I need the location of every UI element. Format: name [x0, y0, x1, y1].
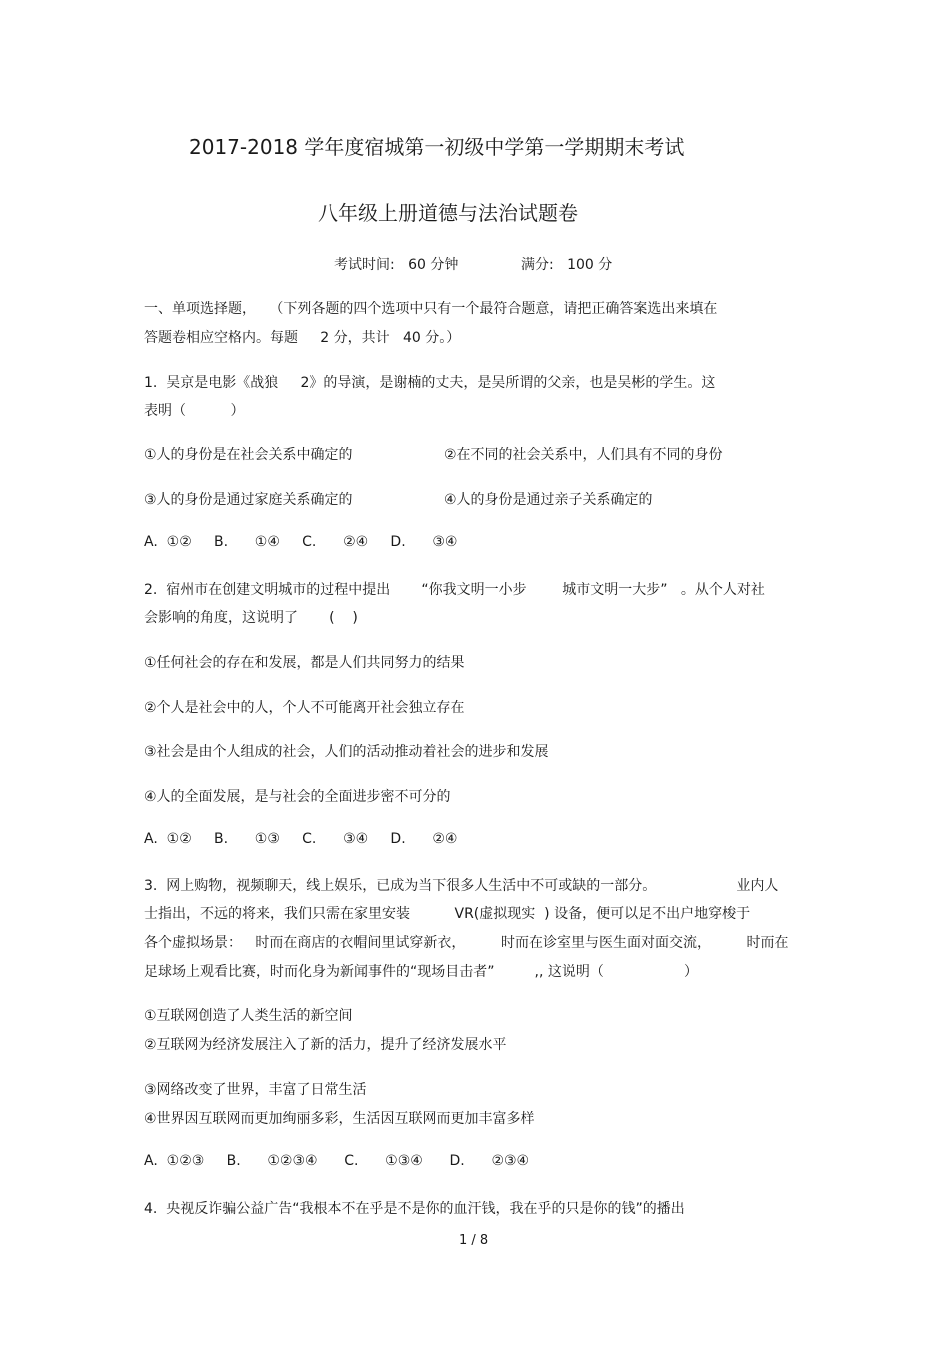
statement-option: ①人的身份是在社会关系中确定的 [144, 447, 353, 463]
statement-option: ②个人是社会中的人，个人不可能离开社会独立存在 [144, 700, 465, 716]
question-stem: 表明（ ） [144, 403, 245, 419]
question-stem: 4. 央视反诈骗公益广告“我根本不在乎是不是你的血汗钱，我在乎的只是你的钱”的播出 [144, 1201, 685, 1217]
answer-choices: A. ①②③ B. ①②③④ C. ①③④ D. ②③④ [144, 1153, 530, 1169]
section-instructions: 一、单项选择题， （下列各题的四个选项中只有一个最符合题意，请把正确答案选出来填在 [144, 301, 718, 317]
exam-time: 考试时间: 60 分钟 [334, 257, 459, 273]
full-score: 满分: 100 分 [521, 257, 613, 273]
question-stem: 1. 吴京是电影《战狼 2》的导演，是谢楠的丈夫，是吴所谓的父亲，也是吴彬的学生。这 [144, 375, 716, 391]
question-stem: 足球场上观看比赛，时而化身为新闻事件的“现场目击者” ,, 这说明（ ） [144, 964, 699, 980]
statement-option: ③网络改变了世界，丰富了日常生活 [144, 1082, 367, 1098]
exam-title: 2017-2018 学年度宿城第一初级中学第一学期期末考试 [189, 135, 685, 159]
question-stem: 3. 网上购物，视频聊天，线上娱乐，已成为当下很多人生活中不可或缺的一部分。 业内人 [144, 878, 779, 894]
answer-choices: A. ①② B. ①③ C. ③④ D. ②④ [144, 831, 458, 847]
statement-option: ④人的身份是通过亲子关系确定的 [444, 492, 653, 508]
statement-option: ④人的全面发展，是与社会的全面进步密不可分的 [144, 789, 451, 805]
page-number: 1 / 8 [459, 1233, 489, 1248]
statement-option: ②互联网为经济发展注入了新的活力，提升了经济发展水平 [144, 1037, 507, 1053]
statement-option: ③人的身份是通过家庭关系确定的 [144, 492, 353, 508]
statement-option: ④世界因互联网而更加绚丽多彩，生活因互联网而更加丰富多样 [144, 1111, 535, 1127]
question-stem: 2. 宿州市在创建文明城市的过程中提出 “你我文明一小步 城市文明一大步” 。从个人对社 [144, 582, 765, 598]
section-instructions: 答题卷相应空格内。每题 2 分，共计 40 分。） [144, 330, 461, 346]
question-stem: 士指出，不远的将来，我们只需在家里安装 VR(虚拟现实 ) 设备，便可以足不出户地穿梭于 [144, 906, 751, 922]
statement-option: ①互联网创造了人类生活的新空间 [144, 1008, 353, 1024]
answer-choices: A. ①② B. ①④ C. ②④ D. ③④ [144, 534, 458, 550]
question-stem: 会影响的角度，这说明了 ( ) [144, 610, 358, 626]
statement-option: ③社会是由个人组成的社会，人们的活动推动着社会的进步和发展 [144, 744, 549, 760]
statement-option: ①任何社会的存在和发展，都是人们共同努力的结果 [144, 655, 465, 671]
statement-option: ②在不同的社会关系中，人们具有不同的身份 [444, 447, 723, 463]
exam-subtitle: 八年级上册道德与法治试题卷 [318, 201, 578, 225]
question-stem: 各个虚拟场景： 时而在商店的衣帽间里试穿新衣， 时而在诊室里与医生面对面交流， 时而在 [144, 935, 789, 951]
